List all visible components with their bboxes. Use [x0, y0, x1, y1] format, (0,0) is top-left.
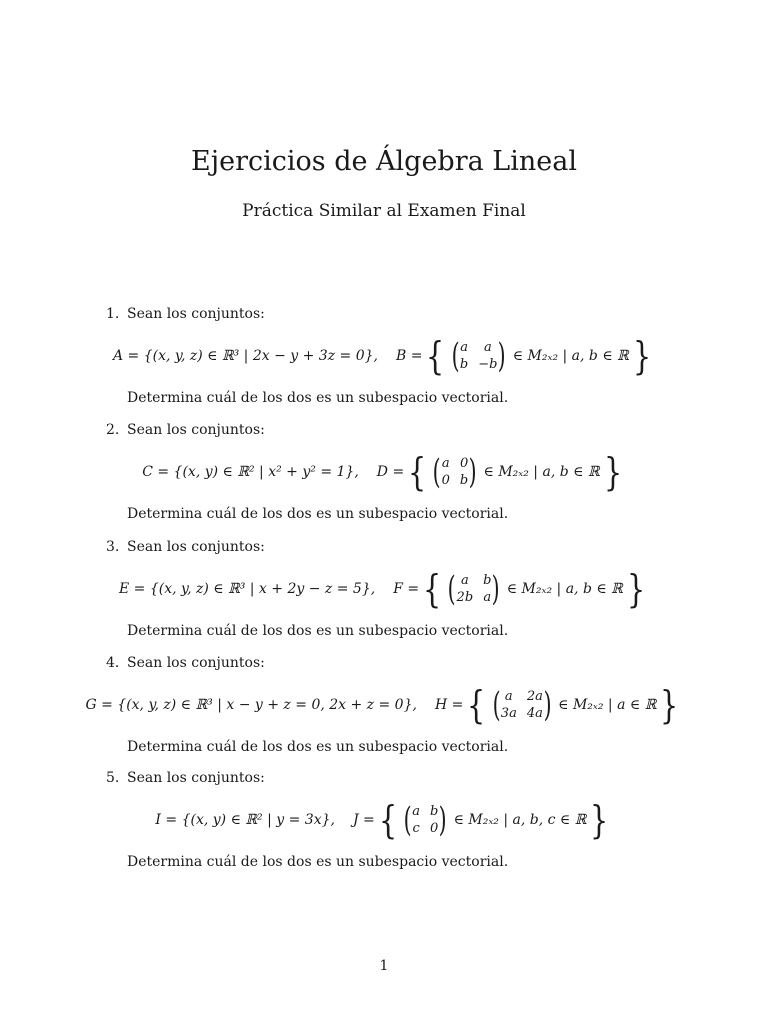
left-paren: (: [447, 569, 456, 609]
left-brace: {: [423, 567, 442, 611]
first-set: E = {(x, y, z) ∈ ℝ³ | x + 2y − z = 5},: [119, 581, 376, 597]
exercise-formula: [0, 683, 768, 727]
matrix-cell: 0: [429, 820, 439, 836]
matrix-cell: a: [504, 688, 513, 704]
matrix-cell: 0: [459, 455, 469, 471]
first-set: G = {(x, y, z) ∈ ℝ³ | x − y + z = 0, 2x + z = 0},: [85, 697, 417, 713]
second-set-suffix: ∈ M₂ₓ₂ | a ∈ ℝ: [558, 697, 657, 713]
document-subtitle: Práctica Similar al Examen Final: [242, 201, 526, 221]
matrix-cell: a: [412, 803, 420, 819]
document-title: Ejercicios de Álgebra Lineal: [191, 146, 577, 177]
matrix: [460, 340, 498, 373]
second-set: [376, 450, 626, 494]
second-set-suffix: ∈ M₂ₓ₂ | a, b, c ∈ ℝ: [453, 812, 587, 828]
matrix-cell: 3a: [500, 705, 517, 721]
second-set-prefix: J =: [352, 812, 375, 828]
matrix-cell: a: [460, 572, 469, 588]
exercise-formula: [0, 450, 768, 494]
second-set-prefix: D =: [376, 464, 405, 480]
second-set-prefix: F =: [393, 581, 420, 597]
second-set-prefix: B =: [395, 348, 423, 364]
right-paren: ): [543, 685, 552, 725]
exercise-question: Determina cuál de los dos es un subespacio vectorial.: [127, 739, 509, 755]
matrix: [457, 573, 492, 606]
second-set-suffix: ∈ M₂ₓ₂ | a, b ∈ ℝ: [483, 464, 600, 480]
exercise-question: Determina cuál de los dos es un subespacio vectorial.: [127, 390, 509, 406]
matrix-cell: 0: [441, 472, 450, 488]
second-set-suffix: ∈ M₂ₓ₂ | a, b ∈ ℝ: [506, 581, 623, 597]
second-set-suffix: ∈ M₂ₓ₂ | a, b ∈ ℝ: [512, 348, 629, 364]
matrix: [501, 689, 543, 722]
exercise-number: 1.: [106, 306, 120, 322]
matrix: [412, 804, 438, 837]
exercise-4: [0, 653, 768, 763]
left-paren: (: [433, 452, 441, 492]
matrix-cell: −b: [478, 356, 498, 372]
exercise-intro: Sean los conjuntos:: [127, 539, 265, 555]
exercise-intro: Sean los conjuntos:: [127, 422, 265, 438]
matrix-cell: a: [483, 339, 492, 355]
left-brace: {: [467, 683, 486, 727]
page-number: 1: [379, 958, 389, 974]
matrix-cell: 2b: [456, 589, 474, 605]
right-paren: ): [492, 569, 501, 609]
matrix: [442, 456, 469, 489]
exercise-question: Determina cuál de los dos es un subespacio vectorial.: [127, 623, 509, 639]
first-set: I = {(x, y) ∈ ℝ² | y = 3x},: [155, 812, 335, 828]
left-brace: {: [408, 450, 427, 494]
left-paren: (: [403, 800, 412, 840]
right-paren: ): [468, 452, 477, 492]
matrix-cell: a: [441, 455, 450, 471]
right-brace: }: [626, 567, 645, 611]
first-set: A = {(x, y, z) ∈ ℝ³ | 2x − y + 3z = 0},: [113, 348, 378, 364]
right-brace: }: [590, 798, 609, 842]
exercise-5: [0, 768, 768, 878]
exercise-1: [0, 304, 768, 414]
right-brace: }: [603, 450, 622, 494]
left-paren: (: [451, 336, 460, 376]
exercise-intro: Sean los conjuntos:: [127, 655, 265, 671]
exercise-number: 2.: [106, 422, 120, 438]
left-brace: {: [426, 334, 445, 378]
matrix-cell: 2a: [526, 688, 543, 704]
matrix-cell: b: [483, 572, 492, 588]
exercise-number: 4.: [106, 655, 120, 671]
left-brace: {: [378, 798, 397, 842]
second-set-prefix: H =: [434, 697, 464, 713]
left-paren: (: [492, 685, 501, 725]
exercise-intro: Sean los conjuntos:: [127, 770, 265, 786]
exercise-3: [0, 537, 768, 647]
exercise-number: 3.: [106, 539, 120, 555]
matrix-cell: b: [429, 803, 439, 819]
second-set: [434, 683, 683, 727]
right-brace: }: [632, 334, 651, 378]
exercise-formula: [0, 567, 768, 611]
matrix-cell: c: [412, 820, 420, 836]
right-brace: }: [660, 683, 679, 727]
exercise-question: Determina cuál de los dos es un subespacio vectorial.: [127, 506, 509, 522]
second-set: [393, 567, 649, 611]
exercise-formula: [0, 798, 768, 842]
exercise-question: Determina cuál de los dos es un subespacio vectorial.: [127, 854, 509, 870]
matrix-cell: b: [459, 472, 469, 488]
second-set: [395, 334, 655, 378]
right-paren: ): [438, 800, 447, 840]
first-set: C = {(x, y) ∈ ℝ² | x² + y² = 1},: [142, 464, 359, 480]
exercise-2: [0, 420, 768, 530]
right-paren: ): [498, 336, 507, 376]
matrix-cell: a: [460, 339, 468, 355]
exercise-intro: Sean los conjuntos:: [127, 306, 265, 322]
matrix-cell: b: [459, 356, 469, 372]
exercise-formula: [0, 334, 768, 378]
matrix-cell: 4a: [526, 705, 543, 721]
second-set: [352, 798, 613, 842]
matrix-cell: a: [483, 589, 492, 605]
exercise-number: 5.: [106, 770, 120, 786]
